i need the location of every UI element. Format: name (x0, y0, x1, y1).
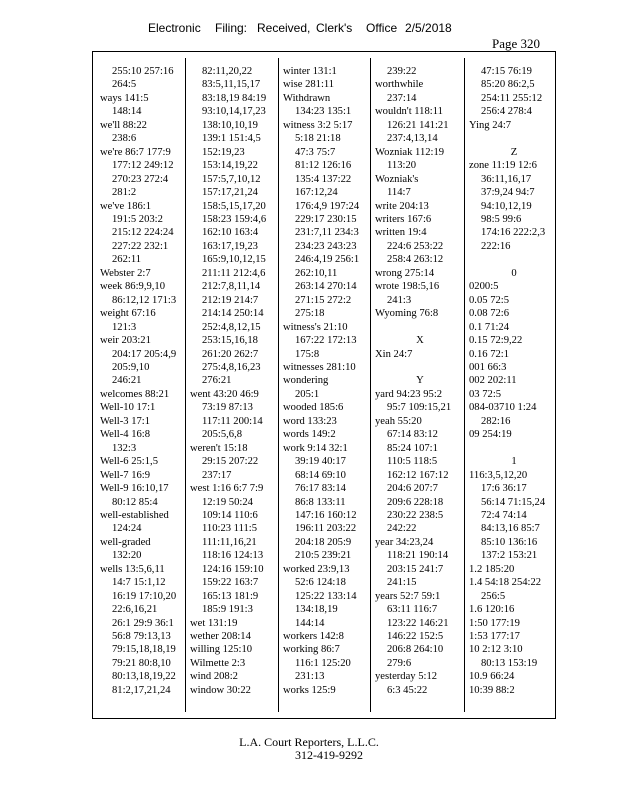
stamp-date: 2/5/2018 (405, 21, 452, 35)
index-entry-continuation: 26:1 29:9 36:1 (112, 617, 174, 629)
index-entry: 0.08 72:6 (469, 308, 510, 320)
index-entry-continuation: 68:14 69:10 (295, 469, 346, 481)
index-entry: well-established (100, 509, 169, 521)
index-entry-continuation: 56:8 79:13,13 (112, 631, 171, 643)
index-entry: Wozniak's (375, 173, 419, 185)
index-entry: 116:3,5,12,20 (469, 469, 528, 481)
index-entry-continuation: 271:15 272:2 (295, 294, 352, 306)
index-entry-continuation: 14:7 15:1,12 (112, 577, 166, 589)
index-entry-continuation: 110:5 118:5 (387, 456, 438, 468)
index-entry: wet 131:19 (190, 617, 238, 629)
index-entry-continuation: 138:10,10,19 (202, 119, 258, 131)
index-entry-continuation: 83:18,19 84:19 (202, 92, 267, 104)
index-entry: 09 254:19 (469, 429, 512, 441)
index-entry-continuation: 79:15,18,18,19 (112, 644, 176, 656)
index-entry: Xin 24:7 (375, 348, 413, 360)
index-entry-continuation: 256:4 278:4 (481, 106, 532, 118)
index-entry-continuation: 153:14,19,22 (202, 160, 258, 172)
index-entry-continuation: 137:2 153:21 (481, 550, 538, 562)
footer (0, 736, 618, 762)
index-entry-continuation: 29:15 207:22 (202, 456, 259, 468)
index-entry-continuation: 124:16 159:10 (202, 563, 264, 575)
index-entry-continuation: 167:22 172:13 (295, 335, 357, 347)
index-entry: 1.6 120:16 (469, 604, 515, 616)
index-entry-continuation: 177:12 249:12 (112, 160, 174, 172)
index-entry-continuation: 239:22 (387, 66, 417, 77)
stamp-received: Received, (257, 21, 311, 35)
index-entry-continuation: 117:11 200:14 (202, 415, 263, 427)
index-entry-continuation: 256:5 (481, 590, 506, 602)
index-entry-continuation: 270:23 272:4 (112, 173, 169, 185)
blank-line (375, 321, 465, 334)
footer-company: L.A. Court Reporters, L.L.C. (239, 735, 379, 749)
index-entry-continuation: 253:15,16,18 (202, 335, 258, 347)
filing-stamp (0, 21, 618, 37)
index-entry-continuation: 85:10 136:16 (481, 536, 538, 548)
index-entry: Well-6 25:1,5 (100, 456, 158, 468)
index-entry-continuation: 81:2,17,21,24 (112, 684, 171, 696)
index-entry: worked 23:9,13 (283, 563, 350, 575)
index-entry-continuation: 279:6 (387, 657, 412, 669)
section-letter: 1 (511, 456, 517, 468)
index-entry: work 9:14 32:1 (283, 442, 348, 454)
index-entry-continuation: 80:13,18,19,22 (112, 671, 176, 683)
index-entry-continuation: 262:11 (112, 254, 142, 266)
index-entry-continuation: 167:12,24 (295, 187, 338, 199)
index-entry-continuation: 234:23 243:23 (295, 240, 357, 252)
index-entry-continuation: 135:4 137:22 (295, 173, 352, 185)
index-entry-continuation: 134:23 135:1 (295, 106, 352, 118)
index-entry-continuation: 281:2 (112, 187, 137, 199)
index-entry-continuation: 84:13,16 85:7 (481, 523, 540, 535)
index-entry: wells 13:5,6,11 (100, 563, 165, 575)
index-entry-continuation: 132:3 (112, 442, 137, 454)
index-entry-continuation: 80:12 85:4 (112, 496, 158, 508)
index-entry-continuation: 110:23 111:5 (202, 523, 258, 535)
index-entry: 10 2:12 3:10 (469, 644, 523, 656)
index-entry: yeah 55:20 (375, 415, 422, 427)
index-entry: 03 72:5 (469, 388, 502, 400)
index-entry-continuation: 147:16 160:12 (295, 509, 357, 521)
index-entry: year 34:23,24 (375, 536, 434, 548)
index-entry-continuation: 224:6 253:22 (387, 240, 444, 252)
index-entry: well-graded (100, 536, 151, 548)
index-entry: Well-7 16:9 (100, 469, 151, 481)
index-entry-continuation: 222:16 (481, 240, 511, 252)
index-entry-continuation: 118:16 124:13 (202, 550, 264, 562)
index-entry-continuation: 204:18 205:9 (295, 536, 352, 548)
index-entry: 0.15 72:9,22 (469, 335, 523, 347)
index-entry-continuation: 246:4,19 256:1 (295, 254, 360, 266)
index-entry-continuation: 242:22 (387, 523, 417, 535)
index-entry-continuation: 86:12,12 171:3 (112, 294, 177, 306)
index-entry: workers 142:8 (283, 631, 344, 643)
index-entry-continuation: 79:21 80:8,10 (112, 657, 171, 669)
index-entry-continuation: 125:22 133:14 (295, 590, 357, 602)
index-entry: 1.2 185:20 (469, 563, 515, 575)
column-divider (185, 58, 186, 712)
index-entry: Wozniak 112:19 (375, 146, 445, 158)
index-entry: Wyoming 76:8 (375, 308, 439, 320)
index-entry-continuation: 254:11 255:12 (481, 92, 543, 104)
index-entry: weir 203:21 (100, 335, 151, 347)
index-entry-continuation: 121:3 (112, 321, 137, 333)
index-entry-continuation: 275:18 (295, 308, 325, 320)
index-entry-continuation: 206:8 264:10 (387, 644, 444, 656)
index-entry: wether 208:14 (190, 631, 251, 643)
index-entry: 0.05 72:5 (469, 294, 510, 306)
index-entry-continuation: 205:9,10 (112, 361, 150, 373)
index-entry-continuation: 95:7 109:15,21 (387, 402, 452, 414)
index-entry: wise 281:11 (283, 79, 335, 91)
index-entry: 1:53 177:17 (469, 631, 520, 643)
index-entry: welcomes 88:21 (100, 388, 170, 400)
index-entry: Ying 24:7 (469, 119, 512, 131)
index-entry-continuation: 12:19 50:24 (202, 496, 253, 508)
index-entry-continuation: 132:20 (112, 550, 142, 562)
index-entry: zone 11:19 12:6 (469, 160, 537, 172)
index-entry-continuation: 231:13 (295, 671, 325, 683)
index-entry: Well-3 17:1 (100, 415, 151, 427)
column-divider (278, 58, 279, 712)
index-entry-continuation: 174:16 222:2,3 (481, 227, 546, 239)
index-entry-continuation: 114:7 (387, 187, 411, 199)
index-entry: works 125:9 (283, 684, 336, 696)
index-entry: worthwhile (375, 79, 424, 91)
index-entry-continuation: 76:17 83:14 (295, 483, 346, 495)
index-entry-continuation: 52:6 124:18 (295, 577, 346, 589)
index-entry-continuation: 255:10 257:16 (112, 66, 174, 77)
index-entry-continuation: 237:17 (202, 469, 232, 481)
index-entry-continuation: 116:1 125:20 (295, 657, 351, 669)
index-entry: Wilmette 2:3 (190, 657, 246, 669)
index-entry-continuation: 262:10,11 (295, 267, 338, 279)
index-entry-continuation: 263:14 270:14 (295, 281, 357, 293)
index-entry: Webster 2:7 (100, 267, 151, 279)
index-entry-continuation: 139:1 151:4,5 (202, 133, 261, 145)
index-entry-continuation: 56:14 71:15,24 (481, 496, 546, 508)
column-divider (370, 58, 371, 712)
stamp-office: Office (366, 21, 398, 35)
index-entry-continuation: 67:14 83:12 (387, 429, 438, 441)
blank-line (375, 361, 465, 374)
index-entry-continuation: 165:13 181:9 (202, 590, 259, 602)
index-entry-continuation: 144:14 (295, 617, 325, 629)
index-entry: wrong 275:14 (375, 267, 435, 279)
index-entry: we've 186:1 (100, 200, 152, 212)
index-entry: 001 66:3 (469, 361, 507, 373)
index-entry-continuation: 165:9,10,12,15 (202, 254, 266, 266)
index-column-5 (469, 65, 559, 697)
index-column-2 (190, 65, 280, 697)
index-entry-continuation: 86:8 133:11 (295, 496, 346, 508)
index-entry-continuation: 212:7,8,11,14 (202, 281, 261, 293)
index-entry: years 52:7 59:1 (375, 590, 441, 602)
column-divider (464, 58, 465, 712)
index-entry-continuation: 252:4,8,12,15 (202, 321, 261, 333)
index-entry-continuation: 282:16 (481, 415, 511, 427)
index-entry-continuation: 241:15 (387, 577, 417, 589)
index-entry: wondering (283, 375, 329, 387)
index-entry-continuation: 185:9 191:3 (202, 604, 253, 616)
index-entry: witness's 21:10 (283, 321, 348, 333)
index-entry-continuation: 85:20 86:2,5 (481, 79, 535, 91)
index-entry: 0.1 71:24 (469, 321, 510, 333)
index-entry-continuation: 191:5 203:2 (112, 213, 163, 225)
index-entry-continuation: 72:4 74:14 (481, 509, 527, 521)
index-entry-continuation: 203:15 241:7 (387, 563, 444, 575)
index-entry-continuation: 162:12 167:12 (387, 469, 449, 481)
index-entry: weight 67:16 (100, 308, 156, 320)
index-entry-continuation: 175:8 (295, 348, 320, 360)
index-column-3 (283, 65, 373, 697)
index-entry: ways 141:5 (100, 92, 149, 104)
index-entry-continuation: 276:21 (202, 375, 232, 387)
index-column-4 (375, 65, 465, 697)
index-entry-continuation: 163:17,19,23 (202, 240, 258, 252)
index-entry-continuation: 146:22 152:5 (387, 631, 444, 643)
index-entry-continuation: 205:1 (295, 388, 320, 400)
section-letter: 0 (511, 267, 517, 279)
index-entry-continuation: 39:19 40:17 (295, 456, 346, 468)
index-entry-continuation: 93:10,14,17,23 (202, 106, 266, 118)
index-entry-continuation: 111:11,16,21 (202, 536, 257, 548)
index-entry: working 86:7 (283, 644, 340, 656)
index-entry-continuation: 118:21 190:14 (387, 550, 449, 562)
index-entry: weren't 15:18 (190, 442, 248, 454)
index-entry-continuation: 82:11,20,22 (202, 66, 253, 77)
index-entry-continuation: 37:9,24 94:7 (481, 187, 535, 199)
index-entry-continuation: 81:12 126:16 (295, 160, 352, 172)
index-entry: willing 125:10 (190, 644, 253, 656)
index-entry-continuation: 148:14 (112, 106, 142, 118)
index-entry: 1.4 54:18 254:22 (469, 577, 542, 589)
index-entry-continuation: 214:14 250:14 (202, 308, 264, 320)
stamp-electronic: Electronic (148, 21, 201, 35)
index-entry: Well-10 17:1 (100, 402, 156, 414)
index-entry: word 133:23 (283, 415, 337, 427)
index-entry-continuation: 83:5,11,15,17 (202, 79, 261, 91)
index-entry-continuation: 212:19 214:7 (202, 294, 259, 306)
index-entry-continuation: 210:5 239:21 (295, 550, 352, 562)
index-entry-continuation: 73:19 87:13 (202, 402, 253, 414)
index-entry-continuation: 258:4 263:12 (387, 254, 444, 266)
index-entry-continuation: 124:24 (112, 523, 142, 535)
index-entry-continuation: 123:22 146:21 (387, 617, 449, 629)
index-entry: 10:39 88:2 (469, 684, 515, 696)
page-number: Page 320 (492, 36, 541, 51)
index-entry-continuation: 80:13 153:19 (481, 657, 538, 669)
index-entry-continuation: 134:18,19 (295, 604, 338, 616)
index-entry-continuation: 162:10 163:4 (202, 227, 259, 239)
index-entry-continuation: 204:6 207:7 (387, 483, 438, 495)
index-entry: west 1:16 6:7 7:9 (190, 483, 264, 495)
section-letter: Y (416, 375, 424, 387)
index-entry-continuation: 113:20 (387, 160, 417, 172)
index-entry-continuation: 211:11 212:4,6 (202, 267, 266, 279)
index-entry: words 149:2 (283, 429, 336, 441)
index-entry-continuation: 275:4,8,16,23 (202, 361, 261, 373)
index-entry: 1:50 177:19 (469, 617, 520, 629)
blank-line (469, 132, 559, 145)
index-entry-continuation: 6:3 45:22 (387, 684, 428, 696)
index-entry: wouldn't 118:11 (375, 106, 443, 118)
index-entry-continuation: 237:14 (387, 92, 417, 104)
index-entry-continuation: 237:4,13,14 (387, 133, 438, 145)
index-entry-continuation: 205:5,6,8 (202, 429, 243, 441)
index-entry: 002 202:11 (469, 375, 517, 387)
index-entry-continuation: 241:3 (387, 294, 412, 306)
index-entry-continuation: 158:23 159:4,6 (202, 213, 267, 225)
index-entry: writers 167:6 (375, 213, 432, 225)
index-entry: witness 3:2 5:17 (283, 119, 353, 131)
word-index-frame (92, 51, 556, 719)
index-entry-continuation: 246:21 (112, 375, 142, 387)
index-entry: Withdrawn (283, 92, 331, 104)
index-entry: wooded 185:6 (283, 402, 344, 414)
index-entry-continuation: 17:6 36:17 (481, 483, 527, 495)
stamp-filing: Filing: (215, 21, 248, 35)
index-entry-continuation: 47:3 75:7 (295, 146, 336, 158)
index-entry: window 30:22 (190, 684, 251, 696)
index-entry: wrote 198:5,16 (375, 281, 440, 293)
blank-line (469, 253, 559, 266)
index-entry-continuation: 227:22 232:1 (112, 240, 169, 252)
index-entry: write 204:13 (375, 200, 429, 212)
index-entry: went 43:20 46:9 (190, 388, 259, 400)
index-entry-continuation: 176:4,9 197:24 (295, 200, 360, 212)
index-entry-continuation: 152:19,23 (202, 146, 245, 158)
index-entry-continuation: 47:15 76:19 (481, 66, 532, 77)
index-entry-continuation: 204:17 205:4,9 (112, 348, 177, 360)
index-entry: Well-4 16:8 (100, 429, 151, 441)
index-entry-continuation: 159:22 163:7 (202, 577, 259, 589)
index-entry-continuation: 5:18 21:18 (295, 133, 341, 145)
index-entry: written 19:4 (375, 227, 427, 239)
index-entry: 0200:5 (469, 281, 499, 293)
index-entry: wind 208:2 (190, 671, 238, 683)
section-letter: Z (510, 146, 518, 158)
index-entry-continuation: 264:5 (112, 79, 137, 91)
index-entry-continuation: 36:11,16,17 (481, 173, 532, 185)
index-entry: we'll 88:22 (100, 119, 147, 131)
index-entry-continuation: 16:19 17:10,20 (112, 590, 177, 602)
blank-line (469, 442, 559, 455)
index-entry-continuation: 63:11 116:7 (387, 604, 438, 616)
index-entry: yard 94:23 95:2 (375, 388, 443, 400)
index-entry-continuation: 126:21 141:21 (387, 119, 449, 131)
index-entry-continuation: 261:20 262:7 (202, 348, 259, 360)
index-entry-continuation: 157:17,21,24 (202, 187, 258, 199)
index-entry-continuation: 238:6 (112, 133, 137, 145)
index-entry: 10.9 66:24 (469, 671, 515, 683)
index-entry-continuation: 109:14 110:6 (202, 509, 258, 521)
index-entry: Well-9 16:10,17 (100, 483, 169, 495)
index-entry-continuation: 196:11 203:22 (295, 523, 357, 535)
index-entry: yesterday 5:12 (375, 671, 438, 683)
index-entry-continuation: 209:6 228:18 (387, 496, 444, 508)
index-entry: 0.16 72:1 (469, 348, 510, 360)
index-column-1 (100, 65, 190, 697)
index-entry: we're 86:7 177:9 (100, 146, 171, 158)
index-entry-continuation: 157:5,7,10,12 (202, 173, 261, 185)
index-entry-continuation: 229:17 230:15 (295, 213, 357, 225)
stamp-clerk: Clerk's (316, 21, 353, 35)
index-entry-continuation: 94:10,12,19 (481, 200, 532, 212)
index-entry-continuation: 98:5 99:6 (481, 213, 522, 225)
index-entry-continuation: 158:5,15,17,20 (202, 200, 266, 212)
footer-phone: 312-419-9292 (295, 748, 363, 762)
index-entry: winter 131:1 (283, 66, 337, 77)
index-entry: 084-03710 1:24 (469, 402, 537, 414)
index-entry-continuation: 215:12 224:24 (112, 227, 174, 239)
index-entry-continuation: 22:6,16,21 (112, 604, 158, 616)
index-entry: week 86:9,9,10 (100, 281, 166, 293)
index-entry-continuation: 230:22 238:5 (387, 509, 444, 521)
index-entry: witnesses 281:10 (283, 361, 356, 373)
index-entry-continuation: 85:24 107:1 (387, 442, 438, 454)
index-entry-continuation: 231:7,11 234:3 (295, 227, 359, 239)
section-letter: X (416, 335, 424, 347)
